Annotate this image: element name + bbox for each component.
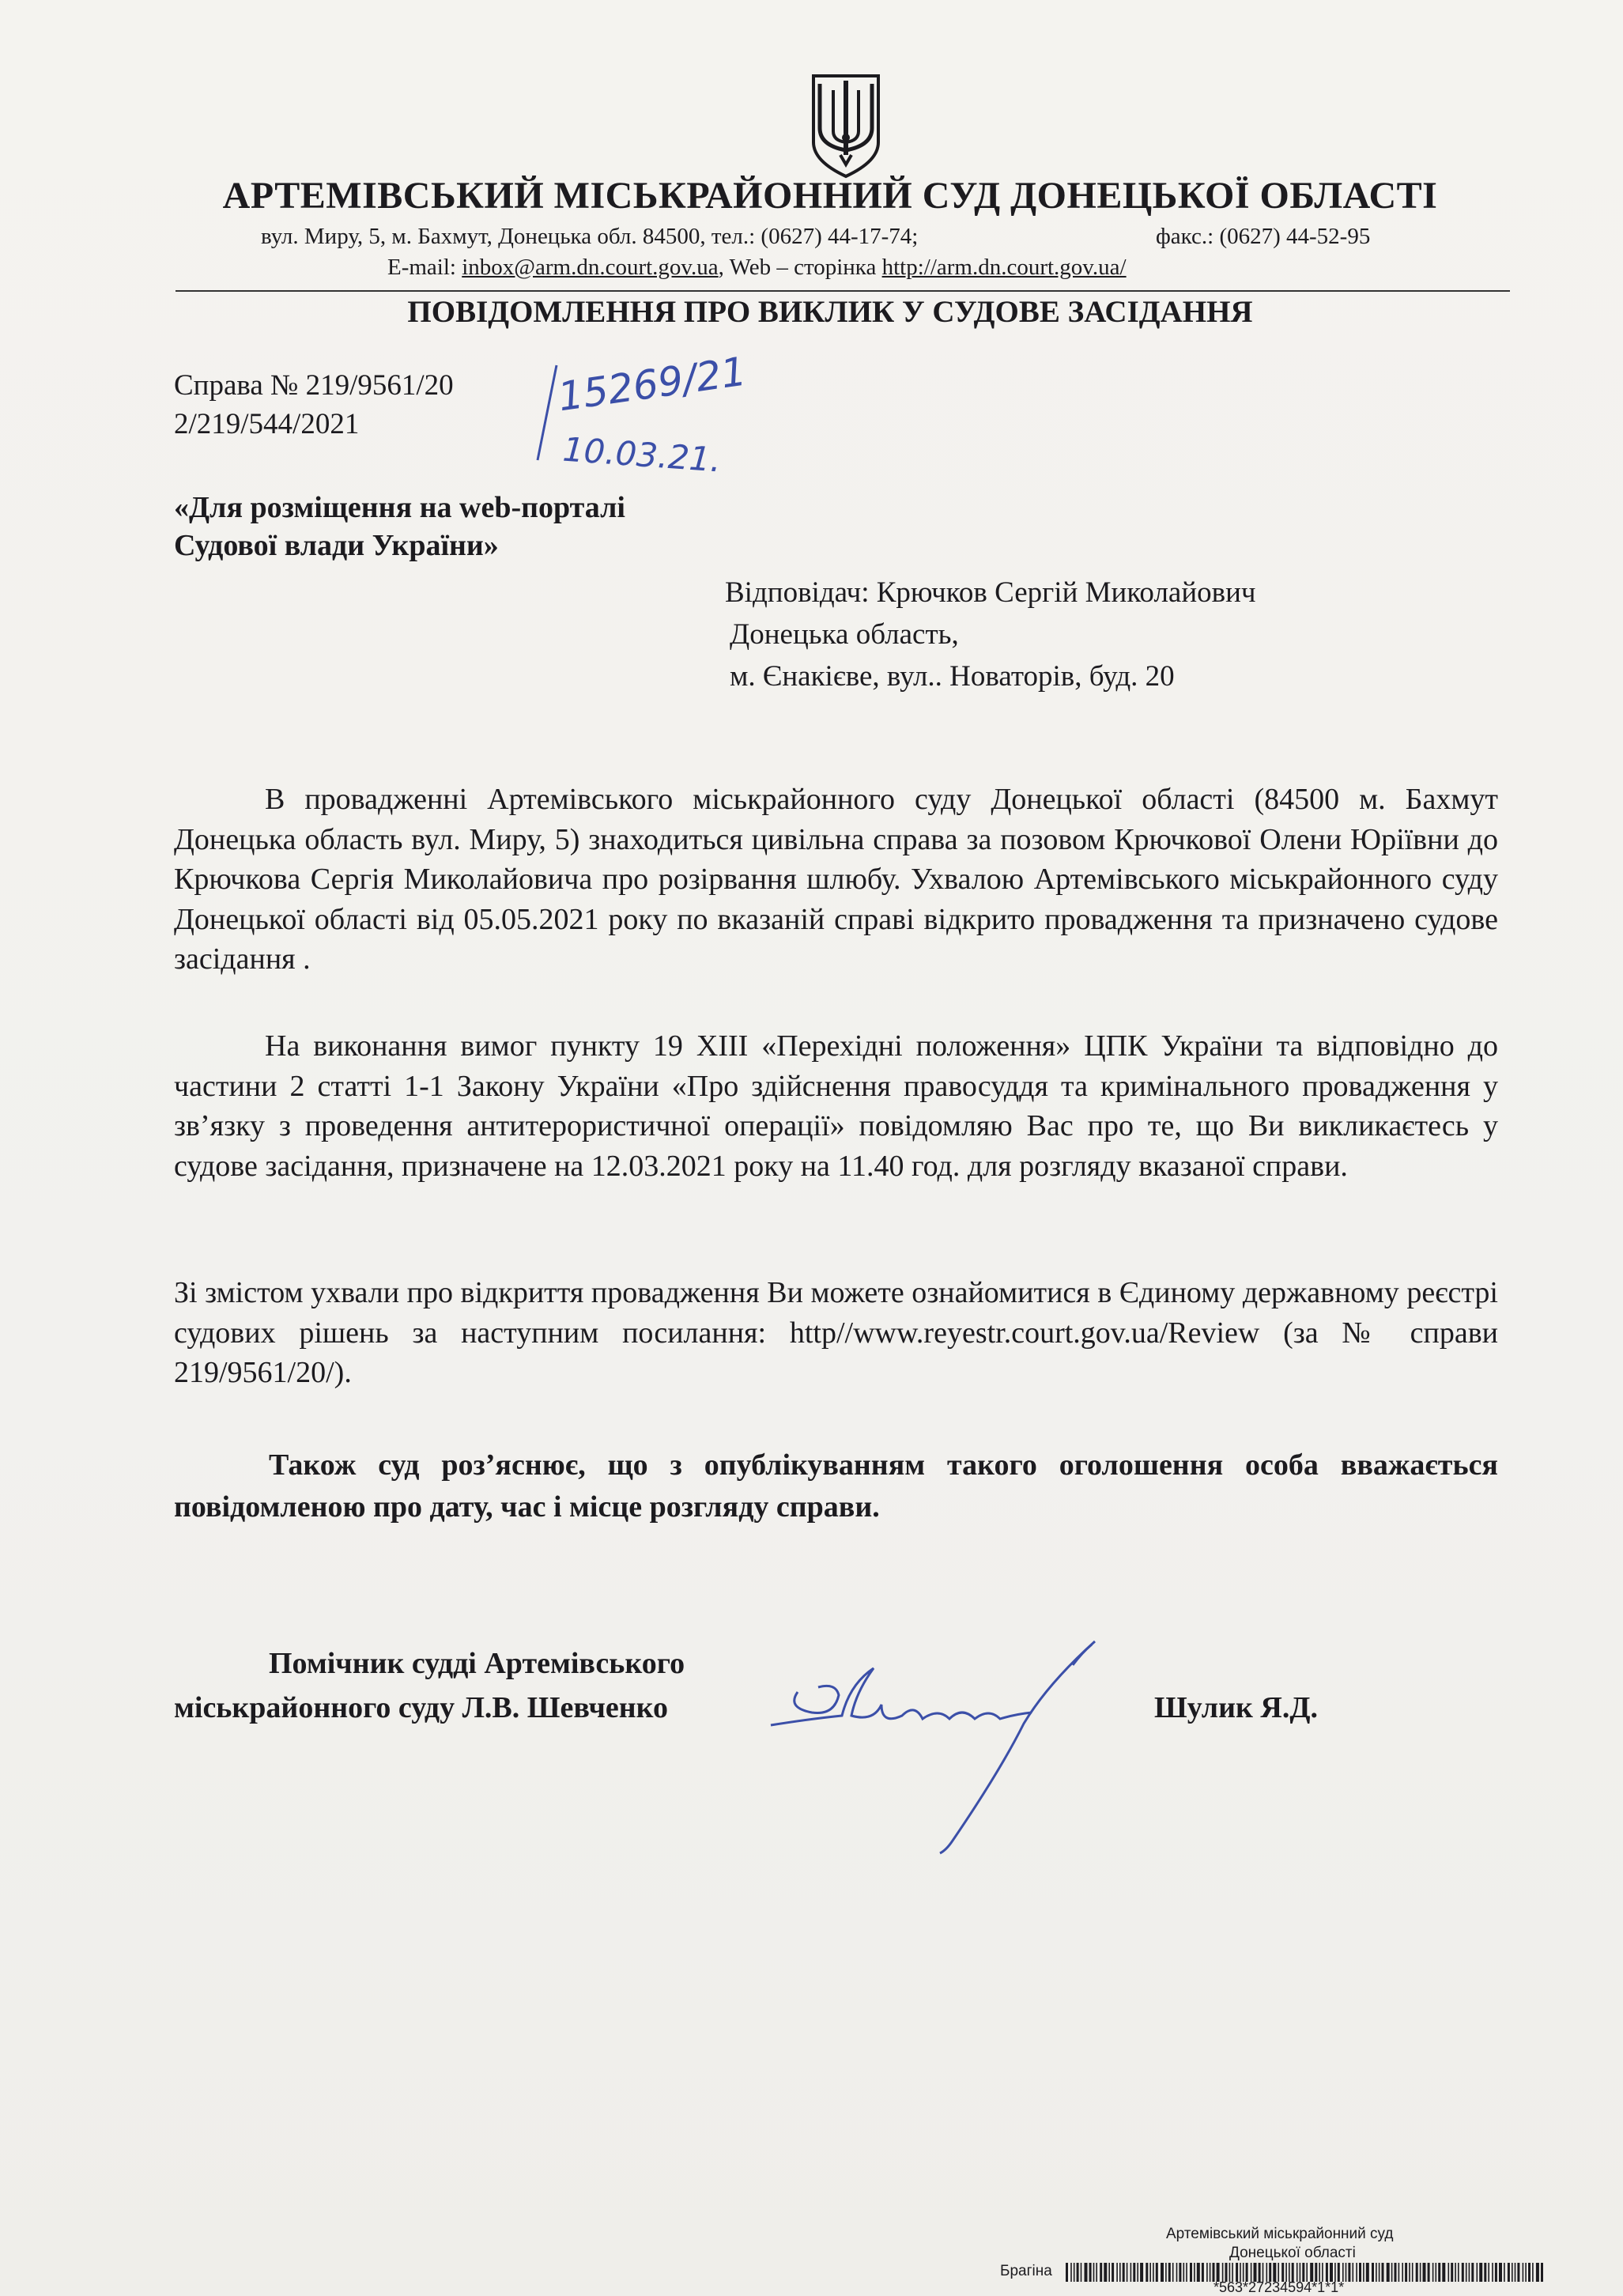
signatory-title-line-2: міськрайонного суду Л.В. Шевченко [174, 1691, 669, 1724]
barcode-bar [1382, 2263, 1384, 2282]
contact-line [387, 255, 1127, 281]
barcode-bar [1525, 2263, 1527, 2282]
barcode-bar [1096, 2263, 1097, 2282]
barcode-bar [1108, 2263, 1110, 2282]
case-number: Справа № 219/9561/20 [174, 369, 454, 402]
barcode-bar [1536, 2263, 1539, 2282]
barcode-bar [1179, 2263, 1181, 2282]
barcode-bar [1346, 2263, 1347, 2282]
barcode-bar [1412, 2263, 1414, 2282]
barcode-bar [1165, 2263, 1167, 2282]
barcode-bar [1085, 2263, 1088, 2282]
barcode-bar [1402, 2263, 1403, 2282]
respondent-address: м. Єнакієве, вул.. Новаторів, буд. 20 [730, 660, 1175, 693]
barcode-bar [1455, 2263, 1456, 2282]
barcode-bar [1376, 2263, 1377, 2282]
barcode-bar [1116, 2263, 1118, 2282]
header-divider [176, 290, 1510, 292]
barcode-bar [1202, 2263, 1204, 2282]
barcode-bar [1146, 2263, 1148, 2282]
barcode-bar [1112, 2263, 1114, 2282]
barcode-bar [1416, 2263, 1418, 2282]
barcode-bar [1512, 2263, 1513, 2282]
barcode-bar [1398, 2263, 1400, 2282]
barcode-bar [1140, 2263, 1143, 2282]
barcode-bar [1190, 2263, 1192, 2282]
barcode-bar [1484, 2263, 1486, 2282]
barcode-bar [1466, 2263, 1467, 2282]
barcode-bar [1438, 2263, 1440, 2282]
barcode-bar [1153, 2263, 1154, 2282]
barcode-bar [1127, 2263, 1128, 2282]
handwritten-reg-number: 15269/21 [555, 348, 749, 421]
barcode-bar [1133, 2263, 1135, 2282]
barcode-bar [1130, 2263, 1132, 2282]
barcode-bar [1436, 2263, 1437, 2282]
body-paragraph-2: На виконання вимог пункту 19 ХIII «Перехідні положення» ЦПК України та відповідно до частини 2 статті 1-1 Закону України «Про здійснення правосуддя та кримінального провадження у зв’язку з проведення антитерористичної операції» повідомляю Вас про те, що Ви викликаєтесь у судове засідання, призначене на 12.03.2021 року на 11.40 год. для розгляду вказаної справи. [174, 1029, 1498, 1183]
barcode-bar [1420, 2263, 1421, 2282]
barcode-bar [1508, 2263, 1510, 2282]
email-prefix: E-mail: [387, 255, 462, 280]
barcode-bar [1479, 2263, 1482, 2282]
barcode-bar [1186, 2263, 1187, 2282]
barcode-bar [1074, 2263, 1075, 2282]
barcode-bar [1488, 2263, 1489, 2282]
barcode-bar [1149, 2263, 1151, 2282]
respondent-region: Донецька область, [730, 618, 959, 651]
stamp-court-line-1: Артемівський міськрайонний суд [1166, 2226, 1394, 2242]
barcode-bar [1428, 2263, 1430, 2282]
barcode-bar [1104, 2263, 1107, 2282]
barcode-bar [1523, 2263, 1524, 2282]
court-address: вул. Миру, 5, м. Бахмут, Донецька обл. 84500, тел.: (0627) 44-17-74; [261, 224, 919, 249]
web-prefix: , Web – сторінка [718, 255, 882, 280]
portal-note-line-2: Судової влади України» [174, 529, 499, 562]
barcode-bar [1077, 2263, 1079, 2282]
barcode-bar [1495, 2263, 1497, 2282]
proceeding-number: 2/219/544/2021 [174, 408, 360, 440]
barcode-bar [1081, 2263, 1082, 2282]
barcode-bar [1206, 2263, 1208, 2282]
barcode-bar [1517, 2263, 1519, 2282]
barcode-bar [1366, 2263, 1369, 2282]
barcode-bar [1070, 2263, 1072, 2282]
email-link[interactable]: inbox@arm.dn.court.gov.ua [462, 255, 719, 280]
barcode-bar [1395, 2263, 1397, 2282]
barcode-bar [1194, 2263, 1195, 2282]
barcode-bar [1100, 2263, 1102, 2282]
barcode-bar [1405, 2263, 1407, 2282]
barcode-bar [1093, 2263, 1095, 2282]
barcode-bar [1168, 2263, 1171, 2282]
barcode-bar [1379, 2263, 1380, 2282]
barcode-bar [1137, 2263, 1138, 2282]
barcode-bar [1348, 2263, 1350, 2282]
barcode-bar [1161, 2263, 1164, 2282]
barcode-bar [1451, 2263, 1453, 2282]
barcode-bar [1210, 2263, 1211, 2282]
coat-of-arms-trident-icon [810, 73, 881, 179]
handwritten-date: 10.03.21. [561, 429, 723, 480]
stamp-clerk-name: Брагіна [1000, 2263, 1052, 2279]
barcode-bar [1499, 2263, 1502, 2282]
barcode-bar [1432, 2263, 1434, 2282]
barcode-bar [1372, 2263, 1374, 2282]
barcode-bar [1492, 2263, 1493, 2282]
barcode-bar [1172, 2263, 1174, 2282]
court-fax: факс.: (0627) 44-52-95 [1156, 224, 1371, 249]
barcode-bar [1066, 2263, 1068, 2282]
barcode-bar [1409, 2263, 1410, 2282]
barcode-bar [1156, 2263, 1158, 2282]
barcode-bar [1359, 2263, 1361, 2282]
barcode-bar [1515, 2263, 1516, 2282]
barcode-bar [1387, 2263, 1390, 2282]
barcode-bar [1353, 2263, 1354, 2282]
barcode-bar [1458, 2263, 1459, 2282]
barcode-bar [1477, 2263, 1478, 2282]
barcode-bar [1119, 2263, 1121, 2282]
handwritten-registration-mark [528, 342, 765, 484]
signatory-title-line-1: Помічник судді Артемівського [269, 1647, 685, 1680]
barcode-bar [1197, 2263, 1200, 2282]
web-link[interactable]: http://arm.dn.court.gov.ua/ [881, 255, 1127, 280]
barcode-bar [1532, 2263, 1534, 2282]
body-paragraph-4: Також суд роз’яснює, що з опублікуванням такого оголошення особа вважається повідомленою про дату, час і місце розгляду справи. [174, 1448, 1498, 1524]
barcode-bar [1462, 2263, 1464, 2282]
body-paragraph-1: В провадженні Артемівського міськрайонного суду Донецької області (84500 м. Бахмут Донецька область вул. Миру, 5) знаходиться цивільна справа за позовом Крючкової Олени Юріївни до Крючкова Сергія Миколайовича про розірвання шлюбу. Ухвалою Артемівського міськрайонного суду Донецької області від 05.05.2021 року по вказаній справі відкрито провадження та призначено судове засідання . [174, 783, 1498, 976]
barcode-bar [1448, 2263, 1450, 2282]
barcode-bar [1442, 2263, 1445, 2282]
barcode-bar [1176, 2263, 1178, 2282]
court-name: АРТЕМІВСЬКИЙ МІСЬКРАЙОННИЙ СУД ДОНЕЦЬКОЇ ОБЛАСТІ [222, 175, 1438, 217]
barcode-text: *563*27234594*1*1* [1213, 2279, 1345, 2295]
barcode-bar [1423, 2263, 1426, 2282]
respondent-name: Відповідач: Крючков Сергій Миколайович [725, 576, 1256, 609]
barcode-bar [1363, 2263, 1364, 2282]
document-title: ПОВІДОМЛЕННЯ ПРО ВИКЛИК У СУДОВЕ ЗАСІДАННЯ [407, 295, 1253, 329]
body-paragraph-3: Зі змістом ухвали про відкриття провадження Ви можете ознайомитися в Єдиному державному реєстрі судових рішень за наступним посилання: http//www.reyestr.court.gov.ua/Review (за № справи 219/9561/20/). [174, 1276, 1499, 1390]
barcode-bar [1183, 2263, 1185, 2282]
barcode-bar [1504, 2263, 1505, 2282]
barcode-bar [1541, 2263, 1543, 2282]
handwritten-signature [763, 1637, 1134, 1858]
barcode-bar [1356, 2263, 1357, 2282]
portal-note-line-1: «Для розміщення на web-порталі [174, 491, 625, 524]
barcode-bar [1123, 2263, 1125, 2282]
signer-name: Шулик Я.Д. [1154, 1691, 1318, 1724]
barcode-bar [1469, 2263, 1470, 2282]
barcode-bar [1471, 2263, 1474, 2282]
barcode-bar [1391, 2263, 1393, 2282]
barcode-bar [1089, 2263, 1092, 2282]
stamp-court-line-2: Донецької області [1229, 2245, 1356, 2261]
barcode-bar [1528, 2263, 1531, 2282]
